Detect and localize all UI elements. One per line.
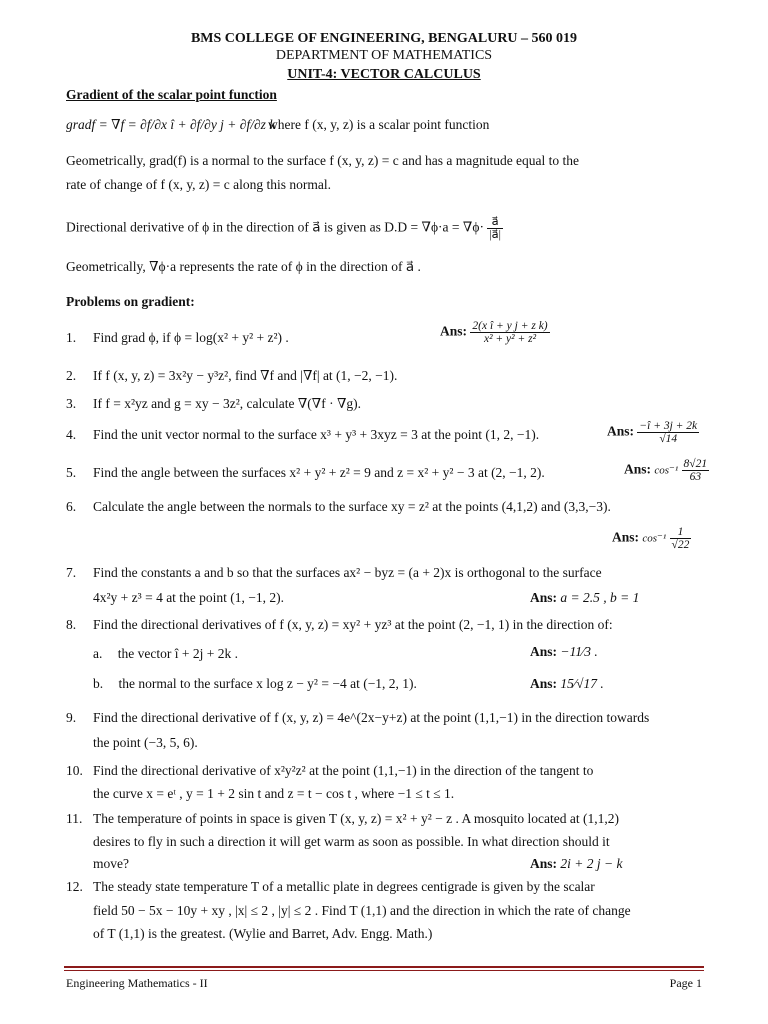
problem-number: 2. — [66, 368, 77, 383]
problem-8 — [66, 617, 613, 633]
problem-6 — [66, 499, 611, 515]
unit-title: UNIT-4: VECTOR CALCULUS — [287, 67, 481, 82]
answer-label: Ans: — [530, 856, 558, 871]
answer-frac-top: −î + 3j + 2k — [639, 420, 698, 432]
problem-11 — [66, 811, 619, 827]
problem-5 — [66, 465, 545, 481]
problem-11-answer — [530, 856, 622, 872]
answer-text: 2i + 2 j − k — [560, 856, 623, 871]
problem-5-answer — [624, 458, 709, 483]
department-name: DEPARTMENT OF MATHEMATICS — [275, 48, 493, 63]
problem-12-text-cont: field 50 − 5x − 10y + xy , |x| ≤ 2 , |y| ≤ 2 . Find T (1,1) and the direction in which the rate of change — [93, 903, 631, 918]
problem-number: 5. — [66, 465, 77, 480]
problem-6-answer — [612, 526, 691, 551]
footer-page-number: Page 1 — [669, 976, 702, 990]
problem-9 — [66, 710, 650, 726]
problem-number: 7. — [66, 565, 77, 580]
problem-12-text-cont-2: of T (1,1) is the greatest. (Wylie and Barret, Adv. Engg. Math.) — [93, 926, 433, 941]
answer-frac-bot: √22 — [671, 539, 690, 551]
answer-label: Ans: — [530, 590, 558, 605]
problem-number: 8. — [66, 617, 77, 632]
answer-label: Ans: — [530, 644, 558, 659]
answer-text: 15⁄√17 . — [560, 676, 604, 691]
answer-label: Ans: — [440, 323, 468, 339]
sub-text: the vector î + 2j + 2k . — [117, 646, 238, 661]
problem-text: The steady state temperature T of a metallic plate in degrees centigrade is given by the scalar — [93, 879, 595, 894]
sub-number: a. — [93, 646, 103, 661]
sub-number: b. — [93, 676, 104, 691]
answer-text: a = 2.5 , b = 1 — [560, 590, 640, 605]
problem-text: If f (x, y, z) = 3x²y − y³z², find ∇f and |∇f| at (1, −2, −1). — [93, 368, 398, 383]
answer-prefix: cos⁻¹ — [654, 464, 679, 477]
directional-derivative-text: Directional derivative of ϕ in the direction of a⃗ is given as D.D = ∇ϕ·a = ∇ϕ· — [66, 219, 484, 235]
problem-1-answer — [440, 320, 550, 345]
problem-9-text-cont: the point (−3, 5, 6). — [93, 735, 198, 750]
problem-11-text-cont-2: move? — [93, 856, 129, 871]
problem-4 — [66, 427, 540, 443]
answer-frac-bot: 63 — [689, 471, 702, 483]
problem-text: Find the directional derivative of x²y²z² at the point (1,1,−1) in the direction of the tangent to — [93, 763, 594, 778]
answer-fraction — [670, 526, 692, 551]
gradient-formula: gradf = ∇f = ∂f/∂x î + ∂f/∂y j + ∂f/∂z k — [66, 117, 276, 132]
problem-text: Find the directional derivatives of f (x, y, z) = xy² + yz³ at the point (2, −1, 1) in the direction of: — [93, 617, 613, 632]
sub-text: the normal to the surface x log z − y² = −4 at (−1, 2, 1). — [118, 676, 417, 691]
geometric-dd: Geometrically, ∇ϕ·a represents the rate of ϕ in the direction of a⃗ . — [66, 259, 421, 274]
answer-fraction — [637, 420, 699, 445]
problem-text: If f = x²yz and g = xy − 3z², calculate ∇(∇f · ∇g). — [93, 396, 361, 411]
problem-text: Calculate the angle between the normals to the surface xy = z² at the points (4,1,2) and (3,3,−3). — [93, 499, 611, 514]
problem-10 — [66, 763, 594, 779]
problem-text: Find the directional derivative of f (x, y, z) = 4e^(2x−y+z) at the point (1,1,−1) in the direction towards — [93, 710, 650, 725]
footer-rule-thin — [64, 970, 704, 971]
directional-fraction — [487, 216, 503, 241]
problem-text: Find the unit vector normal to the surface x³ + y³ + 3xyz = 3 at the point (1, 2, −1). — [93, 427, 540, 442]
problem-number: 3. — [66, 396, 77, 411]
problem-2 — [66, 368, 398, 384]
problem-7-text-cont: 4x²y + z³ = 4 at the point (1, −1, 2). — [93, 590, 285, 605]
answer-fraction — [470, 320, 549, 345]
problem-number: 11. — [66, 811, 83, 826]
problem-4-answer — [607, 420, 699, 445]
problem-text: Find grad ϕ, if ϕ = log(x² + y² + z²) . — [93, 330, 289, 345]
problems-heading: Problems on gradient: — [66, 294, 195, 309]
problem-3 — [66, 396, 361, 412]
gradient-heading: Gradient of the scalar point function — [66, 87, 277, 102]
answer-label: Ans: — [612, 529, 640, 545]
problem-1 — [66, 330, 289, 346]
answer-label: Ans: — [624, 461, 652, 477]
gradient-formula-text: where f (x, y, z) is a scalar point function — [268, 117, 490, 132]
college-name: BMS COLLEGE OF ENGINEERING, BENGALURU – 560 019 — [190, 31, 578, 46]
answer-label: Ans: — [607, 423, 635, 439]
problem-8b-answer — [530, 676, 604, 692]
problem-text: The temperature of points in space is given T (x, y, z) = x² + y² − z . A mosquito located at (1,1,2) — [93, 811, 619, 826]
problem-number: 10. — [66, 763, 83, 778]
answer-frac-top: 2(x î + y j + z k) — [472, 320, 548, 332]
answer-prefix: cos⁻¹ — [642, 532, 667, 545]
problem-text: Find the constants a and b so that the surfaces ax² − byz = (a + 2)x is orthogonal to the surface — [93, 565, 602, 580]
problem-number: 1. — [66, 330, 77, 345]
answer-frac-top: 8√21 — [683, 458, 708, 470]
answer-label: Ans: — [530, 676, 558, 691]
directional-derivative-definition — [66, 216, 503, 241]
problem-11-text-cont: desires to fly in such a direction it will get warm as soon as possible. In what direction should it — [93, 834, 610, 849]
geometric-line-2: rate of change of f (x, y, z) = c along this normal. — [66, 177, 332, 192]
answer-frac-bot: x² + y² + z² — [483, 333, 537, 345]
directional-frac-bot: |a⃗| — [489, 229, 501, 241]
problem-8a-answer — [530, 644, 598, 660]
problem-12 — [66, 879, 595, 895]
answer-text: −11⁄3 . — [560, 644, 598, 659]
answer-frac-bot: √14 — [659, 433, 678, 445]
answer-frac-top: 1 — [670, 526, 692, 539]
problem-10-text-cont: the curve x = eᵗ , y = 1 + 2 sin t and z = t − cos t , where −1 ≤ t ≤ 1. — [93, 786, 455, 801]
geometric-line-1: Geometrically, grad(f) is a normal to the surface f (x, y, z) = c and has a magnitude equal to the — [66, 153, 580, 168]
problem-8a — [93, 646, 238, 662]
problem-8b — [93, 676, 417, 692]
directional-frac-top: a⃗ — [487, 216, 503, 229]
footer-rule — [64, 966, 704, 968]
problem-number: 12. — [66, 879, 83, 894]
problem-7-answer — [530, 590, 639, 606]
problem-number: 6. — [66, 499, 77, 514]
footer-left: Engineering Mathematics - II — [66, 976, 208, 990]
problem-7 — [66, 565, 602, 581]
answer-fraction — [682, 458, 710, 483]
problem-number: 4. — [66, 427, 77, 442]
problem-number: 9. — [66, 710, 77, 725]
problem-text: Find the angle between the surfaces x² + y² + z² = 9 and z = x² + y² − 3 at (2, −1, 2). — [93, 465, 545, 480]
